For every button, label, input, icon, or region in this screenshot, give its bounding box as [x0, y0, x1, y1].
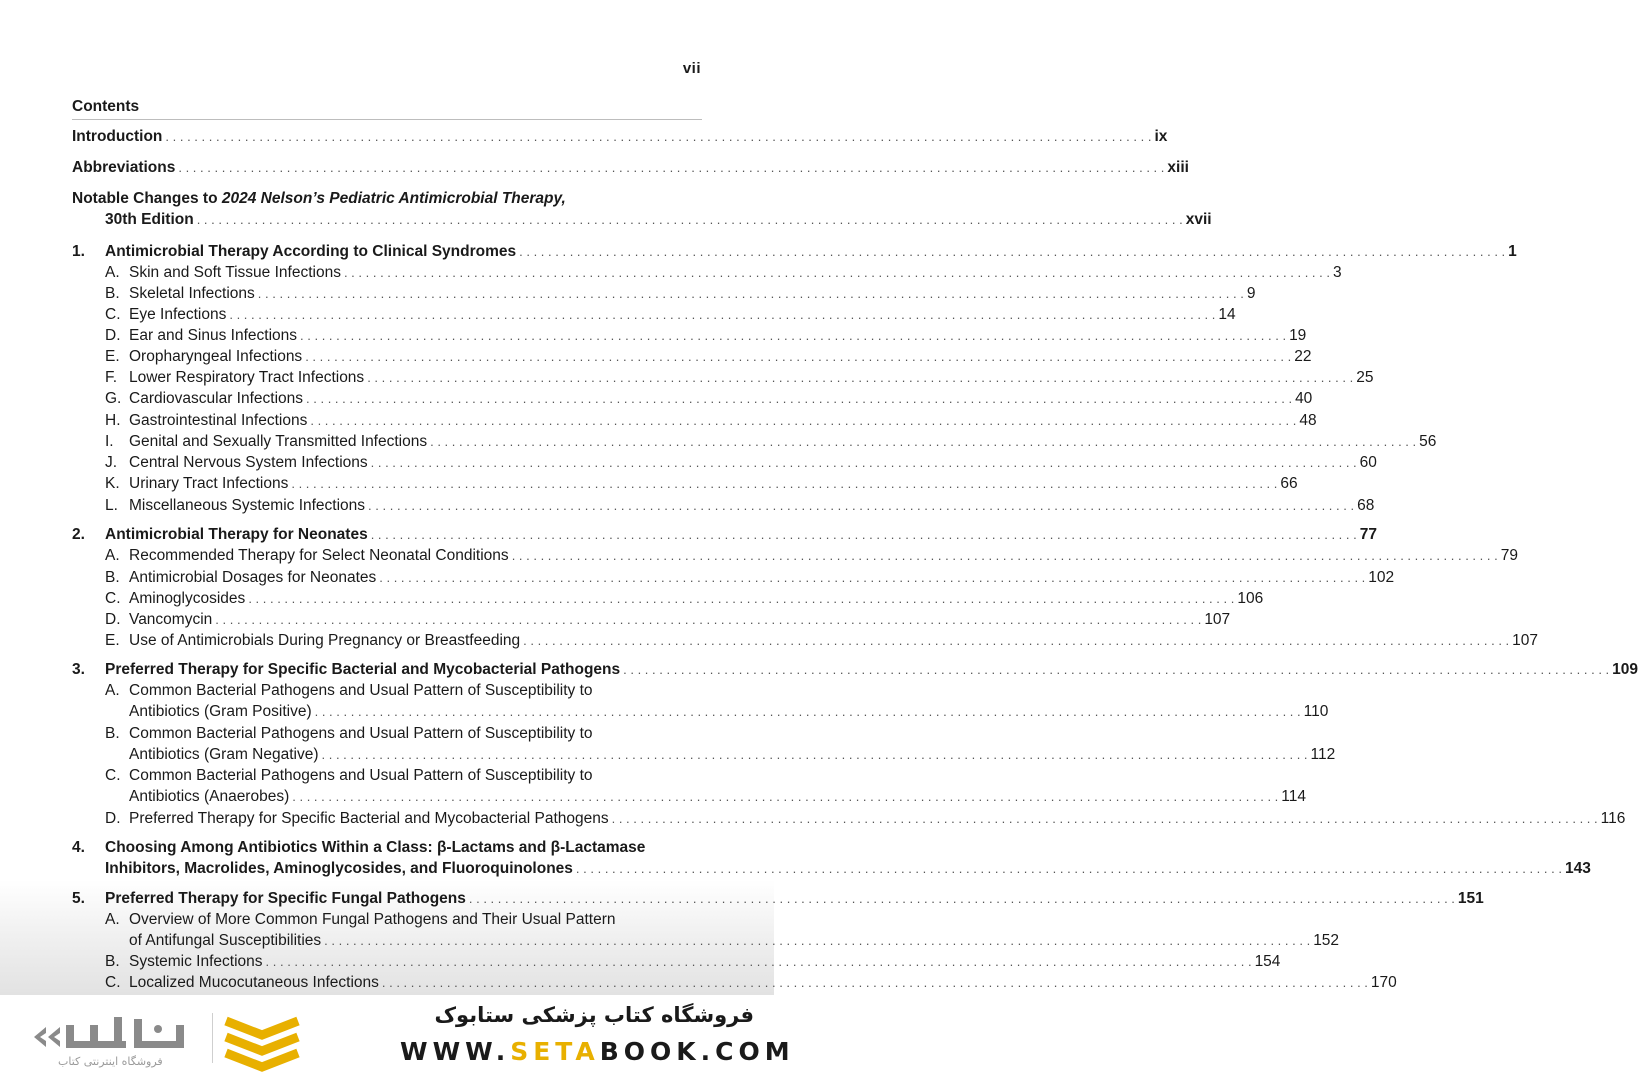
- leader-dots: [248, 591, 1234, 606]
- toc-page-number: 107: [1512, 632, 1539, 649]
- section-letter: B.: [105, 569, 120, 586]
- toc-title: Vancomycin: [129, 611, 213, 628]
- logo-subtitle: فروشگاه اینترنتی کتاب: [58, 1055, 163, 1068]
- leader-dots: [291, 476, 1277, 491]
- toc-page-number: 152: [1313, 932, 1340, 949]
- toc-title: Antimicrobial Dosages for Neonates: [129, 569, 377, 586]
- chapter-number: 2.: [72, 526, 85, 543]
- toc-page-number: 116: [1600, 810, 1626, 827]
- section-letter: E.: [105, 632, 120, 649]
- leader-dots: [305, 349, 1291, 364]
- leader-dots: [229, 307, 1215, 322]
- toc-page-number: 9: [1246, 285, 1256, 302]
- toc-entry-line1: [72, 839, 702, 860]
- section-letter: G.: [105, 390, 122, 407]
- toc-section: [72, 632, 1539, 653]
- toc-section: [72, 327, 1307, 348]
- leader-dots: [576, 861, 1562, 876]
- toc-section: [72, 475, 1298, 496]
- toc-entry: [72, 890, 1484, 911]
- leader-dots: [623, 662, 1609, 677]
- leader-dots: [266, 954, 1252, 969]
- leader-dots: [322, 747, 1308, 762]
- section-letter: A.: [105, 682, 120, 699]
- leader-dots: [178, 160, 1164, 175]
- leader-dots: [612, 811, 1598, 826]
- toc-page-number: xiii: [1167, 159, 1189, 176]
- toc-section: [72, 412, 1317, 433]
- toc-title: Abbreviations: [72, 159, 176, 176]
- leader-dots: [315, 704, 1301, 719]
- toc-title: Ear and Sinus Infections: [129, 327, 298, 344]
- leader-dots: [523, 633, 1509, 648]
- toc-page-number: 14: [1218, 306, 1236, 323]
- toc-page-number: 112: [1310, 746, 1336, 763]
- toc-page-number: 56: [1419, 433, 1437, 450]
- toc-title: Oropharyngeal Infections: [129, 348, 303, 365]
- toc-title-cont: Inhibitors, Macrolides, Aminoglycosides, and Fluoroquinolones: [105, 860, 573, 877]
- heading-rule: [72, 119, 702, 120]
- leader-dots: [519, 244, 1505, 259]
- leader-dots: [310, 413, 1296, 428]
- toc-page-number: 109: [1612, 661, 1638, 678]
- toc-title: Gastrointestinal Infections: [129, 412, 308, 429]
- leader-dots: [324, 933, 1310, 948]
- toc-page-number: 143: [1564, 860, 1591, 877]
- toc-title: Cardiovascular Infections: [129, 390, 304, 407]
- toc-page-number: 68: [1357, 497, 1375, 514]
- url-accent: SETA: [510, 1037, 600, 1066]
- toc-section: [72, 306, 1236, 327]
- section-letter: C.: [105, 974, 121, 991]
- toc-entry: [72, 159, 1189, 180]
- toc-title: Eye Infections: [129, 306, 227, 323]
- toc-title-cont: 30th Edition: [105, 211, 194, 228]
- toc-page-number: 170: [1370, 974, 1397, 991]
- toc-title: Use of Antimicrobials During Pregnancy or Breastfeeding: [129, 632, 521, 649]
- toc-title-italic: 2024 Nelson’s Pediatric Antimicrobial Therapy,: [221, 190, 566, 207]
- toc-entry-line1: [72, 682, 702, 703]
- toc-entry-line1: [72, 767, 702, 788]
- section-letter: A.: [105, 264, 120, 281]
- toc-title: Aminoglycosides: [129, 590, 246, 607]
- toc-title: Localized Mucocutaneous Infections: [129, 974, 379, 991]
- section-letter: E.: [105, 348, 120, 365]
- url-part-1: WWW.: [400, 1037, 511, 1066]
- chevron-logo-icon: [222, 1009, 302, 1069]
- toc-page-number: 154: [1254, 953, 1281, 970]
- toc-title-cont: Antibiotics (Gram Negative): [129, 746, 319, 763]
- toc-page-number: 19: [1289, 327, 1307, 344]
- contents-heading: Contents: [72, 98, 140, 115]
- toc-entry: [72, 661, 1638, 682]
- toc-title: Recommended Therapy for Select Neonatal Conditions: [129, 547, 509, 564]
- toc-section: [72, 454, 1377, 475]
- leader-dots: [368, 498, 1354, 513]
- section-letter: A.: [105, 547, 120, 564]
- store-url: [400, 1037, 795, 1066]
- toc-section: [72, 264, 1342, 285]
- section-letter: A.: [105, 911, 120, 928]
- leader-dots: [306, 391, 1292, 406]
- section-letter: L.: [105, 497, 118, 514]
- leader-dots: [215, 612, 1201, 627]
- leader-dots: [430, 434, 1416, 449]
- toc-title-cont: Antibiotics (Gram Positive): [129, 703, 312, 720]
- chapter-number: 3.: [72, 661, 85, 678]
- toc-title: Overview of More Common Fungal Pathogens and Their Usual Pattern: [129, 911, 616, 928]
- section-letter: I.: [105, 433, 114, 450]
- section-letter: C.: [105, 767, 121, 784]
- toc-page-number: 3: [1332, 264, 1342, 281]
- section-letter: C.: [105, 590, 121, 607]
- toc-section: [72, 369, 1374, 390]
- toc-section: [72, 810, 1626, 831]
- leader-dots: [292, 789, 1278, 804]
- toc-page-number: 102: [1368, 569, 1395, 586]
- toc-title: Skeletal Infections: [129, 285, 255, 302]
- toc-section: [72, 953, 1281, 974]
- watermark-banner: [0, 995, 795, 1079]
- toc-title: Common Bacterial Pathogens and Usual Pattern of Susceptibility to: [129, 725, 593, 742]
- toc-title: Common Bacterial Pathogens and Usual Pattern of Susceptibility to: [129, 767, 593, 784]
- section-letter: B.: [105, 953, 120, 970]
- toc-title: Common Bacterial Pathogens and Usual Pattern of Susceptibility to: [129, 682, 593, 699]
- toc-section: [72, 390, 1313, 411]
- toc-entry: [72, 703, 1329, 724]
- section-letter: B.: [105, 725, 120, 742]
- toc-page-number: 110: [1303, 703, 1329, 720]
- store-name: فروشگاه کتاب پزشکی ستابوک: [434, 1003, 754, 1027]
- toc-title: Miscellaneous Systemic Infections: [129, 497, 366, 514]
- toc-entry: [72, 788, 1306, 809]
- chapter-number: 4.: [72, 839, 85, 856]
- toc-title: Urinary Tract Infections: [129, 475, 289, 492]
- leader-dots: [344, 265, 1330, 280]
- toc-entry: [72, 860, 1591, 881]
- toc-title: Antimicrobial Therapy According to Clinical Syndromes: [105, 243, 517, 260]
- leader-dots: [382, 975, 1368, 990]
- toc-page-number: 22: [1294, 348, 1312, 365]
- toc-title: Preferred Therapy for Specific Bacterial and Mycobacterial Pathogens: [129, 810, 609, 827]
- url-part-2: BOOK.COM: [599, 1037, 795, 1066]
- toc-section: [72, 433, 1437, 454]
- section-letter: D.: [105, 611, 121, 628]
- leader-dots: [469, 891, 1455, 906]
- chapter-number: 1.: [72, 243, 85, 260]
- toc-entry: [72, 526, 1377, 547]
- toc-page-number: xvii: [1185, 211, 1212, 228]
- toc-title-cont: of Antifungal Susceptibilities: [129, 932, 322, 949]
- toc-page-number: 60: [1359, 454, 1377, 471]
- section-letter: D.: [105, 810, 121, 827]
- toc-title: Preferred Therapy for Specific Fungal Pathogens: [105, 890, 466, 907]
- toc-title: Systemic Infections: [129, 953, 263, 970]
- leader-dots: [379, 570, 1365, 585]
- toc-page-number: ix: [1154, 128, 1168, 145]
- toc-entry: [72, 932, 1340, 953]
- toc-title-pre: Notable Changes to: [72, 190, 222, 207]
- toc-page-number: 79: [1500, 547, 1518, 564]
- toc-title: Introduction: [72, 128, 163, 145]
- toc-page-number: 48: [1299, 412, 1317, 429]
- toc-page-number: 107: [1204, 611, 1231, 628]
- toc-entry-line1: [72, 725, 702, 746]
- leader-dots: [367, 370, 1353, 385]
- leader-dots: [165, 129, 1151, 144]
- toc-section: [72, 590, 1264, 611]
- page-number: vii: [682, 60, 701, 77]
- chapter-number: 5.: [72, 890, 85, 907]
- logo-divider: [212, 1013, 213, 1063]
- toc-page-number: 25: [1356, 369, 1374, 386]
- toc-section: [72, 285, 1256, 306]
- toc-title: Choosing Among Antibiotics Within a Class: β-Lactams and β-Lactamase: [105, 839, 646, 856]
- leader-dots: [371, 527, 1357, 542]
- toc-page-number: 106: [1237, 590, 1264, 607]
- toc-entry: [72, 746, 1336, 767]
- leader-dots: [300, 328, 1286, 343]
- toc-page-number: 151: [1457, 890, 1484, 907]
- toc-page-number: 1: [1508, 243, 1517, 260]
- section-letter: K.: [105, 475, 120, 492]
- toc-title: Preferred Therapy for Specific Bacterial and Mycobacterial Pathogens: [105, 661, 621, 678]
- section-letter: C.: [105, 306, 121, 323]
- leader-dots: [197, 212, 1183, 227]
- toc-title-cont: Antibiotics (Anaerobes): [129, 788, 290, 805]
- toc-title: Genital and Sexually Transmitted Infections: [129, 433, 428, 450]
- toc-entry: [72, 243, 1517, 264]
- toc-page-number: 114: [1281, 788, 1306, 805]
- toc-title: Skin and Soft Tissue Infections: [129, 264, 341, 281]
- toc-page-number: 77: [1359, 526, 1377, 543]
- toc-title: Central Nervous System Infections: [129, 454, 368, 471]
- toc-page-number: 66: [1280, 475, 1298, 492]
- toc-entry-line1: [72, 190, 702, 211]
- section-letter: F.: [105, 369, 118, 386]
- toc-entry: [72, 211, 1212, 232]
- leader-dots: [371, 455, 1357, 470]
- section-letter: J.: [105, 454, 118, 471]
- toc-title: Lower Respiratory Tract Infections: [129, 369, 365, 386]
- section-letter: B.: [105, 285, 120, 302]
- toc-entry-line1: [72, 911, 702, 932]
- toc-section: [72, 569, 1395, 590]
- toc-section: [72, 611, 1231, 632]
- toc-title: [72, 190, 566, 208]
- section-letter: H.: [105, 412, 121, 429]
- toc-section: [72, 547, 1518, 568]
- leader-dots: [512, 548, 1498, 563]
- toc-section: [72, 974, 1397, 995]
- section-letter: D.: [105, 327, 121, 344]
- toc-page-number: 40: [1295, 390, 1313, 407]
- leader-dots: [258, 286, 1244, 301]
- toc-section: [72, 497, 1375, 518]
- toc-title: Antimicrobial Therapy for Neonates: [105, 526, 368, 543]
- toc-section: [72, 348, 1312, 369]
- toc-entry: [72, 128, 1168, 149]
